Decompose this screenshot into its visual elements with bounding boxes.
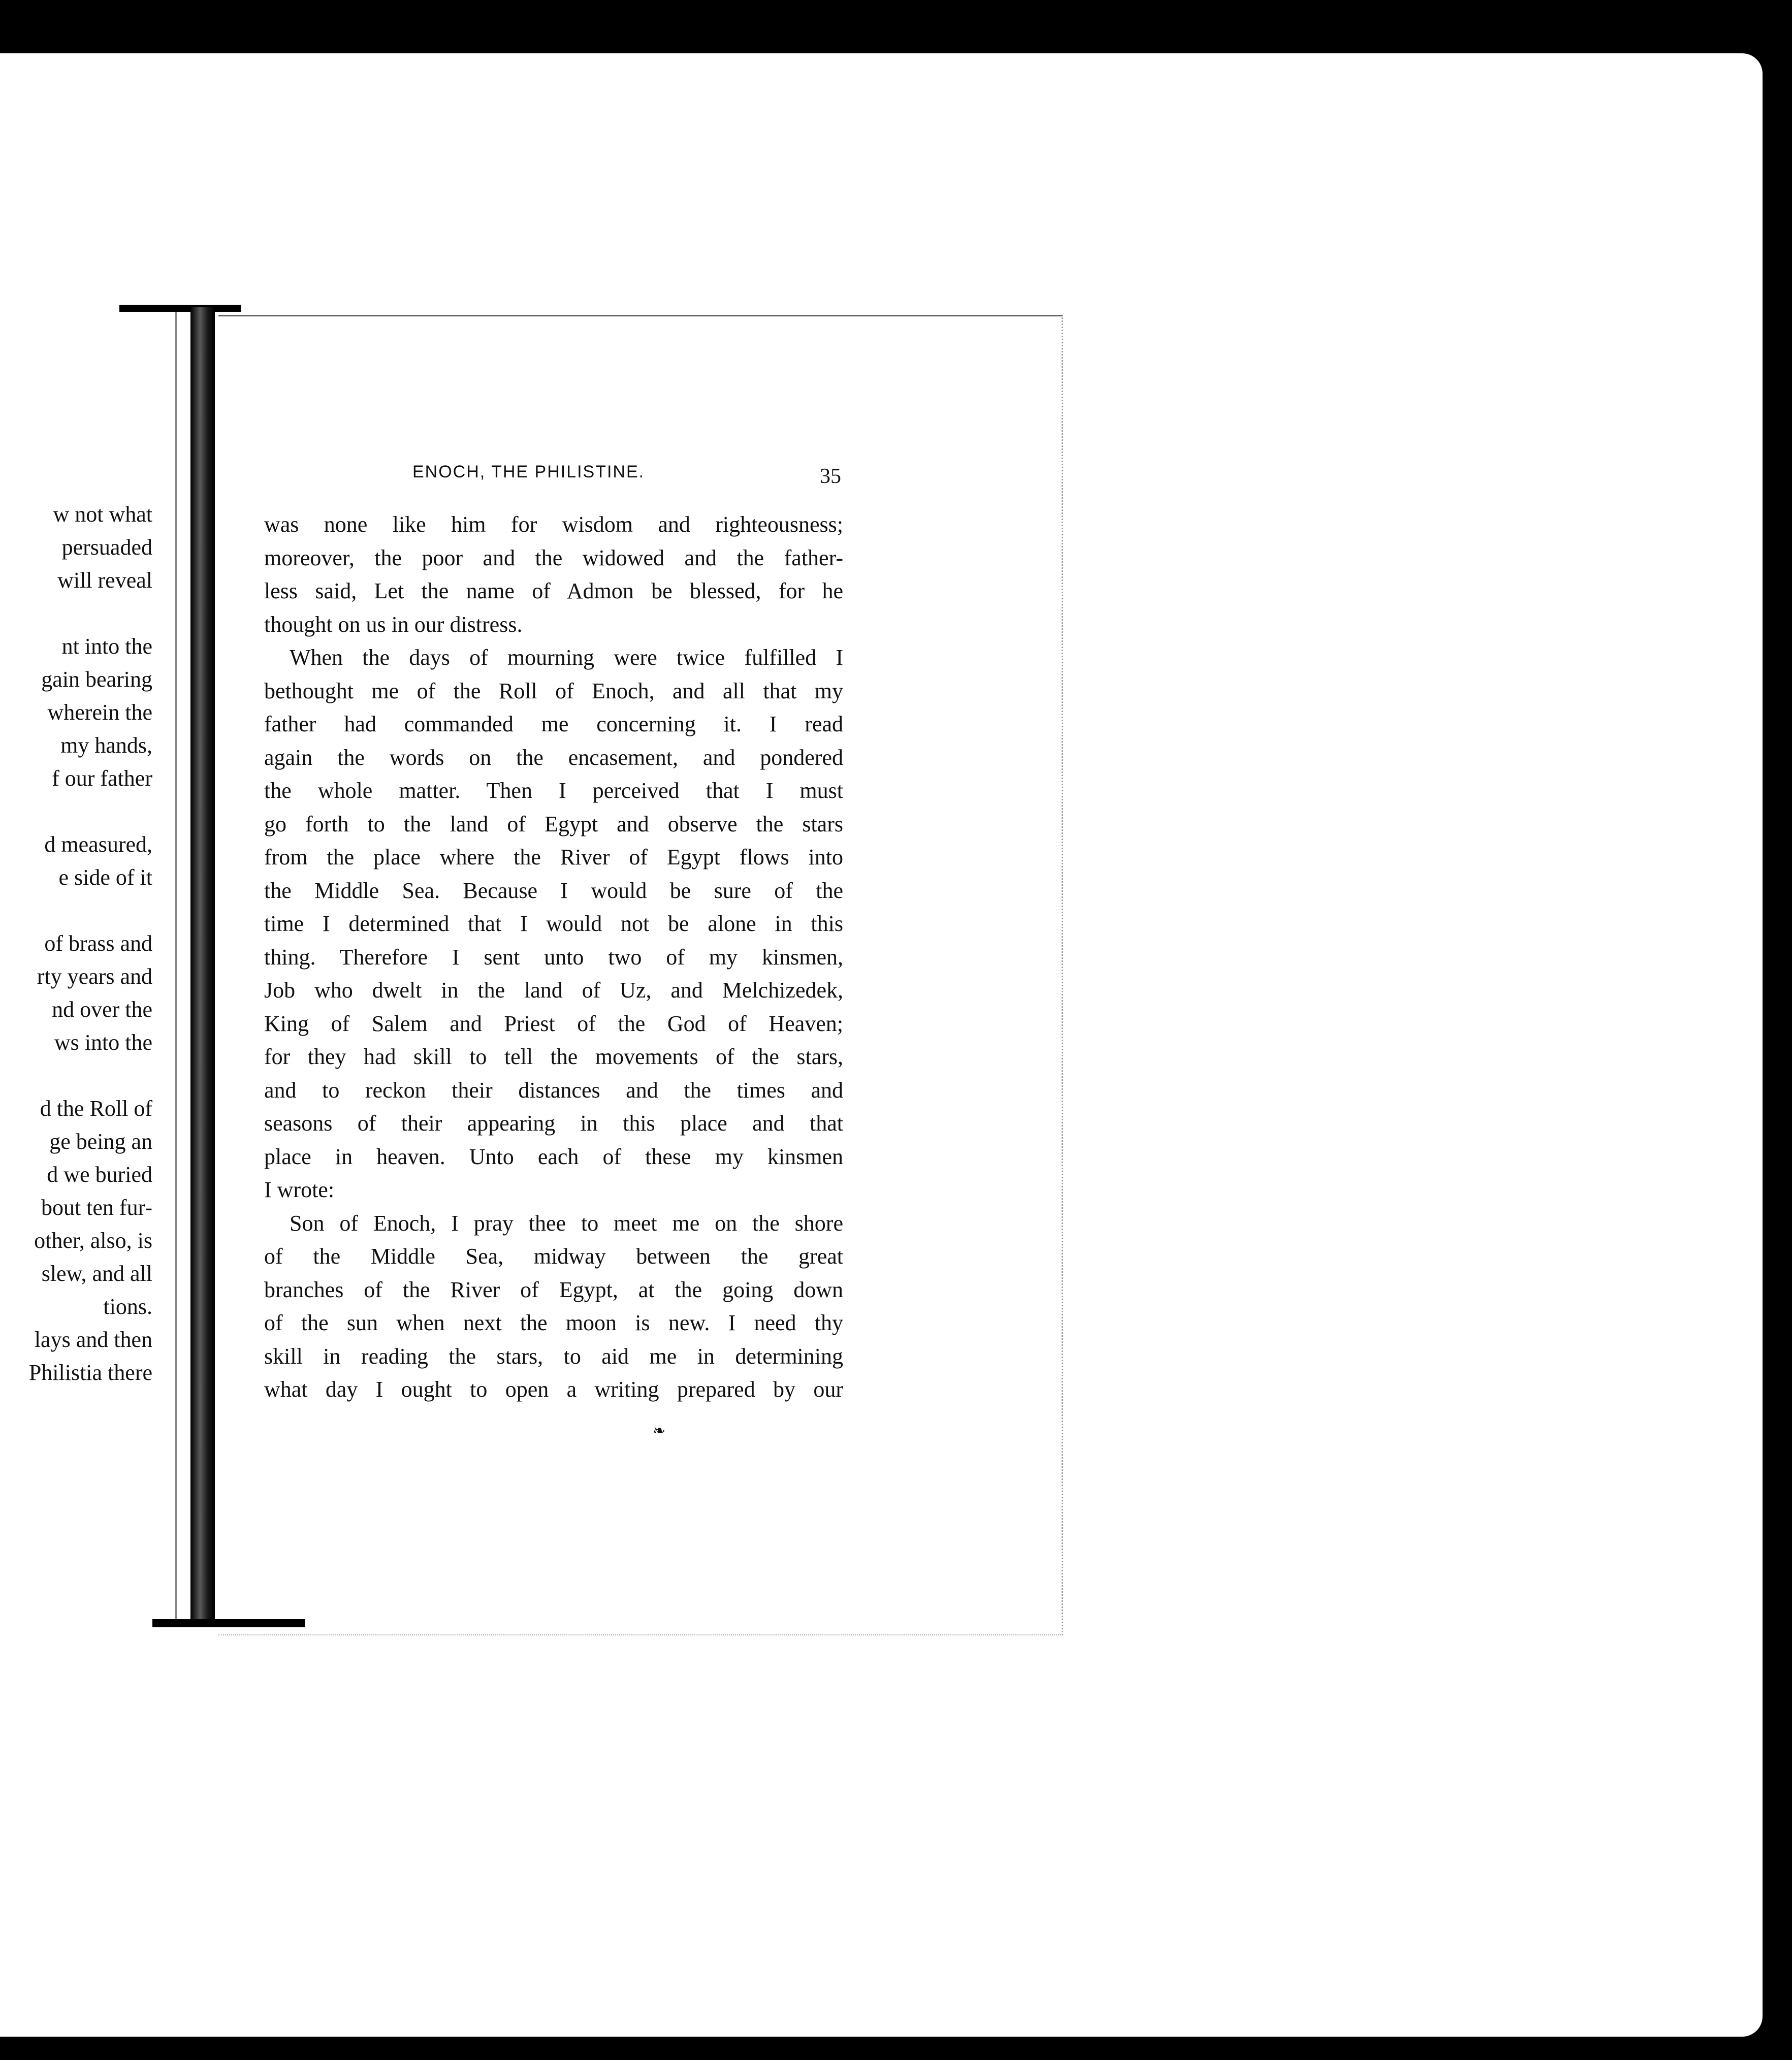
binding-bottom — [152, 1619, 305, 1627]
left-page-line: other, also, is — [34, 1228, 152, 1253]
left-page-line: lays and then — [34, 1327, 152, 1352]
text-line: bethought me of the Roll of Enoch, and all that my — [264, 678, 843, 703]
binding-top — [119, 305, 241, 312]
text-line: of the Middle Sea, midway between the great — [264, 1244, 843, 1269]
left-page-text — [0, 498, 152, 1389]
text-line: of the sun when next the moon is new. I need thy — [264, 1310, 843, 1335]
left-page-line: nt into the — [61, 634, 152, 659]
left-page-line: ge being an — [49, 1129, 152, 1154]
text-line: and to reckon their distances and the times and — [264, 1077, 843, 1103]
text-line: thing. Therefore I sent unto two of my kinsmen, — [264, 944, 843, 970]
text-line: Job who dwelt in the land of Uz, and Melchizedek, — [264, 978, 843, 1003]
text-line: Son of Enoch, I pray thee to meet me on the shore — [290, 1210, 843, 1236]
left-page-line: bout ten fur- — [41, 1195, 152, 1220]
text-line: for they had skill to tell the movements of the stars, — [264, 1044, 843, 1069]
text-line: place in heaven. Unto each of these my kinsmen — [264, 1144, 843, 1169]
text-line: moreover, the poor and the widowed and the father- — [264, 545, 843, 570]
left-page-line: d we buried — [47, 1162, 152, 1187]
scan-speck — [1785, 1013, 1789, 1017]
left-page-line: of brass and — [44, 931, 152, 956]
left-page-line — [0, 1059, 152, 1092]
left-page-line — [0, 597, 152, 630]
left-page-line: d measured, — [44, 832, 152, 857]
text-line: was none like him for wisdom and righteousness; — [264, 512, 843, 537]
left-page-line: tions. — [103, 1294, 152, 1319]
left-page-line: persuaded — [61, 535, 152, 560]
text-line: time I determined that I would not be alone in this — [264, 911, 843, 936]
left-page-line: w not what — [53, 502, 152, 527]
left-page-line: my hands, — [60, 733, 152, 758]
text-line: seasons of their appearing in this place and that — [264, 1111, 843, 1136]
scan-speck — [1785, 1321, 1792, 1341]
left-page-line: f our father — [52, 766, 152, 791]
text-line: less said, Let the name of Admon be blessed, for he — [264, 578, 843, 603]
page-number: 35 — [820, 465, 841, 488]
left-page-line: rty years and — [37, 964, 152, 989]
book-gutter — [190, 307, 215, 1625]
text-line: go forth to the land of Egypt and observe the stars — [264, 811, 843, 836]
text-line: father had commanded me concerning it. I read — [264, 712, 843, 736]
text-line: from the place where the River of Egypt flows into — [264, 845, 843, 870]
text-line: the whole matter. Then I perceived that I must — [264, 778, 843, 803]
text-line: the Middle Sea. Because I would be sure of the — [264, 878, 843, 903]
text-line: skill in reading the stars, to aid me in determining — [264, 1343, 843, 1369]
text-line: When the days of mourning were twice fulfilled I — [290, 645, 843, 670]
left-page-line — [0, 795, 152, 828]
text-line: what day I ought to open a writing prepared by our — [264, 1377, 843, 1402]
right-page-text — [264, 508, 843, 1406]
left-page-line — [0, 894, 152, 927]
left-page-line: d the Roll of — [40, 1096, 152, 1121]
text-line: branches of the River of Egypt, at the going down — [264, 1277, 843, 1302]
left-page-line: Philistia there — [28, 1360, 152, 1385]
left-page-line: ws into the — [54, 1030, 152, 1055]
left-page-line: will reveal — [57, 568, 152, 593]
running-head: ENOCH, THE PHILISTINE. — [412, 462, 645, 481]
left-page-line: wherein the — [47, 700, 152, 725]
left-page-line: nd over the — [52, 997, 152, 1022]
scan-speck — [1777, 980, 1782, 984]
left-page-line: slew, and all — [41, 1261, 152, 1286]
left-page-line: gain bearing — [41, 667, 152, 692]
printer-ornament: ❧ — [653, 1422, 666, 1440]
text-line: King of Salem and Priest of the God of Heaven; — [264, 1011, 843, 1036]
text-line: again the words on the encasement, and pondered — [264, 745, 843, 770]
text-line: thought on us in our distress. — [264, 611, 523, 637]
text-line: I wrote: — [264, 1177, 335, 1202]
left-page-line: e side of it — [58, 865, 152, 890]
